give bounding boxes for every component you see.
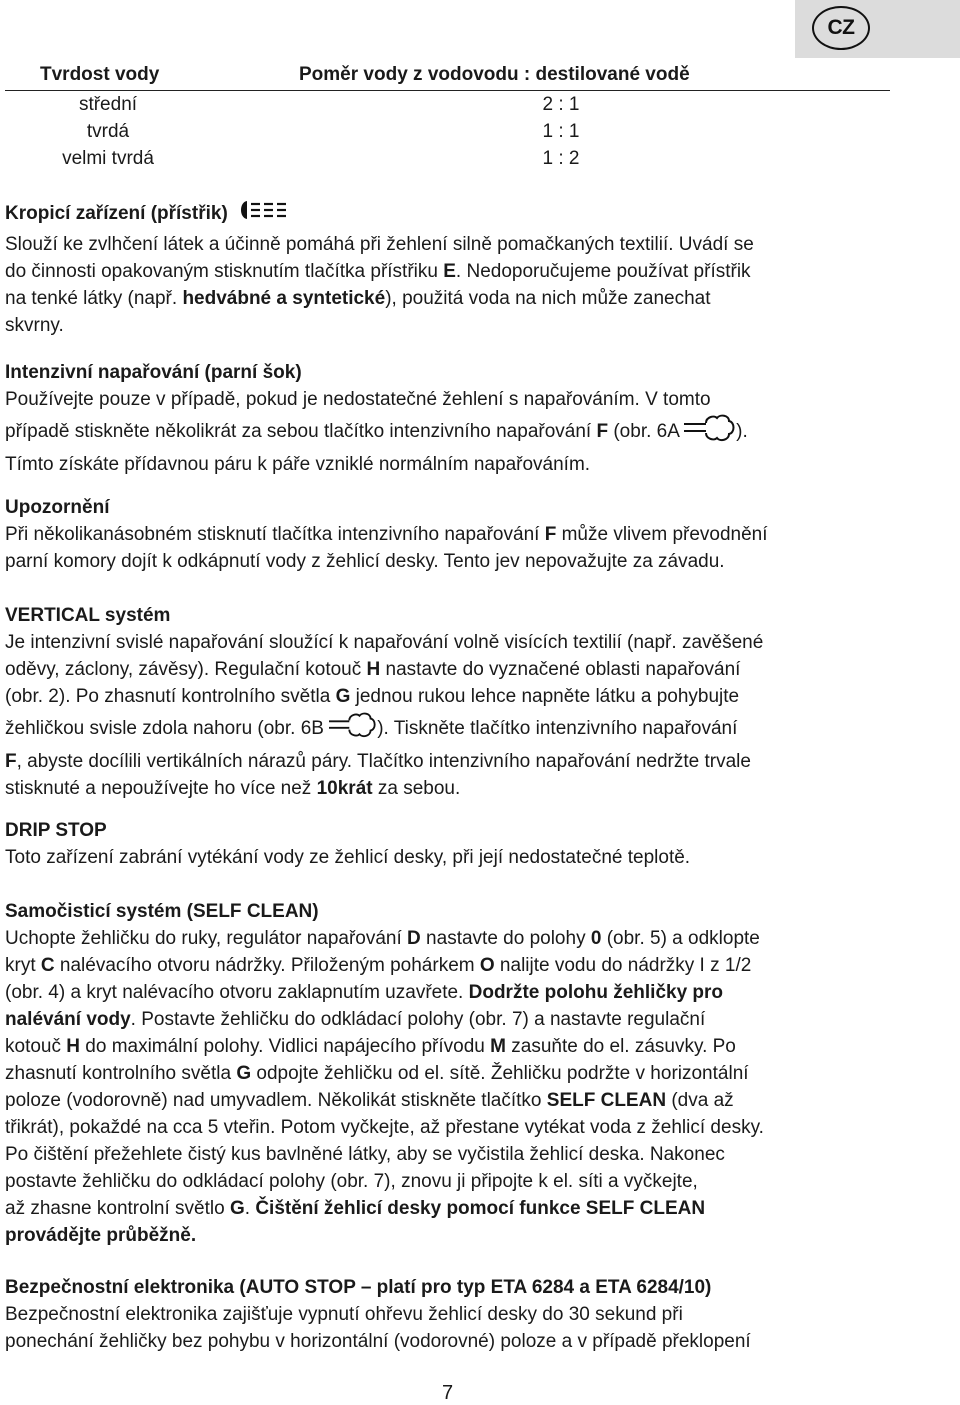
paragraph-line: případě stiskněte několikrát za sebou tlačítko intenzivního napařování F (obr. 6A ).	[5, 413, 895, 451]
table-header-ratio: Poměr vody z vodovodu : destilované vodě	[299, 64, 690, 85]
steam-burst-icon	[329, 710, 377, 748]
table-divider	[5, 90, 890, 91]
paragraph-line: provádějte průběžně.	[5, 1225, 197, 1246]
table-cell-ratio: 1 : 2	[542, 148, 580, 169]
paragraph-line: poloze (vodorovně) nad umyvadlem. Několikát stiskněte tlačítko SELF CLEAN (dva až	[5, 1090, 734, 1111]
paragraph-line: Bezpečnostní elektronika zajišťuje vypnutí ohřevu žehlicí desky do 30 sekund při	[5, 1304, 683, 1325]
section-title: VERTICAL systém	[5, 605, 171, 626]
paragraph-line: kotouč H do maximální polohy. Vidlici napájecího přívodu M zasuňte do el. zásuvky. Po	[5, 1036, 736, 1057]
paragraph-line: parní komory dojít k odkápnutí vody z žehlicí desky. Tento jev nepovažujte za závadu.	[5, 551, 725, 572]
section-spray	[5, 197, 895, 339]
section-vertical	[5, 602, 895, 802]
section-title: DRIP STOP	[5, 820, 107, 841]
section-title: Bezpečnostní elektronika (AUTO STOP – platí pro typ ETA 6284 a ETA 6284/10)	[5, 1277, 712, 1298]
table-cell-hardness: tvrdá	[86, 121, 130, 142]
paragraph-line: oděvy, záclony, závěsy). Regulační kotouč H nastavte do vyznačené oblasti napařování	[5, 659, 741, 680]
paragraph-line: zhasnutí kontrolního světla G odpojte žehličku od el. sítě. Žehličku podržte v horizontální	[5, 1063, 749, 1084]
paragraph-line: Po čištění přežehlete čistý kus bavlněné látky, aby se vyčistila žehlicí deska. Nakonec	[5, 1144, 725, 1165]
section-notice	[5, 494, 895, 575]
paragraph-line: na tenké látky (např. hedvábné a syntetické), použitá voda na nich může zanechat	[5, 288, 711, 309]
table-cell-hardness: velmi tvrdá	[62, 148, 154, 169]
paragraph-line: Při několikanásobném stisknutí tlačítka intenzivního napařování F může vlivem převodnění	[5, 524, 768, 545]
paragraph-line: až zhasne kontrolní světlo G. Čištění žehlicí desky pomocí funkce SELF CLEAN	[5, 1198, 706, 1219]
paragraph-line: Uchopte žehličku do ruky, regulátor napařování D nastavte do polohy 0 (obr. 5) a odklopte	[5, 928, 760, 949]
paragraph-line: Používejte pouze v případě, pokud je nedostatečné žehlení s napařováním. V tomto	[5, 389, 711, 410]
table-header-hardness: Tvrdost vody	[40, 64, 160, 85]
section-title: Upozornění	[5, 497, 110, 518]
paragraph-line: třikrát), pokaždé na cca 5 vteřin. Potom vyčkejte, až přestane vytékat voda z žehlicí desky.	[5, 1117, 764, 1138]
paragraph-line: ponechání žehličky bez pohybu v horizontální (vodorovné) poloze a v případě překlopení	[5, 1331, 751, 1352]
paragraph-line: Toto zařízení zabrání vytékání vody ze žehlicí desky, při její nedostatečné teplotě.	[5, 847, 691, 868]
paragraph-line: nalévání vody. Postavte žehličku do odkládací polohy (obr. 7) a nastavte regulační	[5, 1009, 706, 1030]
spray-icon	[233, 197, 289, 231]
table-cell-ratio: 1 : 1	[542, 121, 580, 142]
table-cell-hardness: střední	[78, 94, 138, 115]
page-number: 7	[441, 1382, 454, 1404]
section-title: Samočisticí systém (SELF CLEAN)	[5, 901, 319, 922]
table-cell-ratio: 2 : 1	[542, 94, 580, 115]
paragraph-line: Je intenzivní svislé napařování sloužící k napařování volně visících textilií (např. zavěšené	[5, 632, 764, 653]
section-title: Kropicí zařízení (přístřik)	[5, 197, 895, 231]
section-burst-steam	[5, 359, 895, 478]
paragraph-line: F, abyste docílili vertikálních nárazů páry. Tlačítko intenzivního napařování nedržte trvale	[5, 751, 751, 772]
paragraph-line: kryt C nalévacího otvoru nádržky. Přiloženým pohárkem O nalijte vodu do nádržky I z 1/2	[5, 955, 752, 976]
paragraph-line: Slouží ke zvlhčení látek a účinně pomáhá při žehlení silně pomačkaných textilií. Uvádí se	[5, 234, 754, 255]
paragraph-line: stisknuté a nepoužívejte ho více než 10krát za sebou.	[5, 778, 461, 799]
paragraph-line: (obr. 4) a kryt nalévacího otvoru zaklapnutím uzavřete. Dodržte polohu žehličky pro	[5, 982, 724, 1003]
paragraph-line: postavte žehličku do odkládací polohy (obr. 7), znovu ji připojte k el. síti a vyčkejte,	[5, 1171, 698, 1192]
section-title: Intenzivní napařování (parní šok)	[5, 362, 302, 383]
paragraph-line: žehličkou svisle zdola nahoru (obr. 6B ). Tiskněte tlačítko intenzivního napařování	[5, 710, 895, 748]
paragraph-line: skvrny.	[5, 315, 64, 336]
section-self-clean	[5, 898, 895, 1249]
section-auto-stop	[5, 1274, 895, 1355]
steam-burst-icon	[684, 413, 736, 451]
section-drip-stop	[5, 817, 895, 871]
paragraph-line: (obr. 2). Po zhasnutí kontrolního světla G jednou rukou lehce napněte látku a pohybujte	[5, 686, 740, 707]
paragraph-line: Tímto získáte přídavnou páru k páře vzniklé normálním napařováním.	[5, 454, 591, 475]
paragraph-line: do činnosti opakovaným stisknutím tlačítka přístřiku E. Nedoporučujeme používat přístřik	[5, 261, 751, 282]
language-badge: CZ	[812, 6, 870, 50]
